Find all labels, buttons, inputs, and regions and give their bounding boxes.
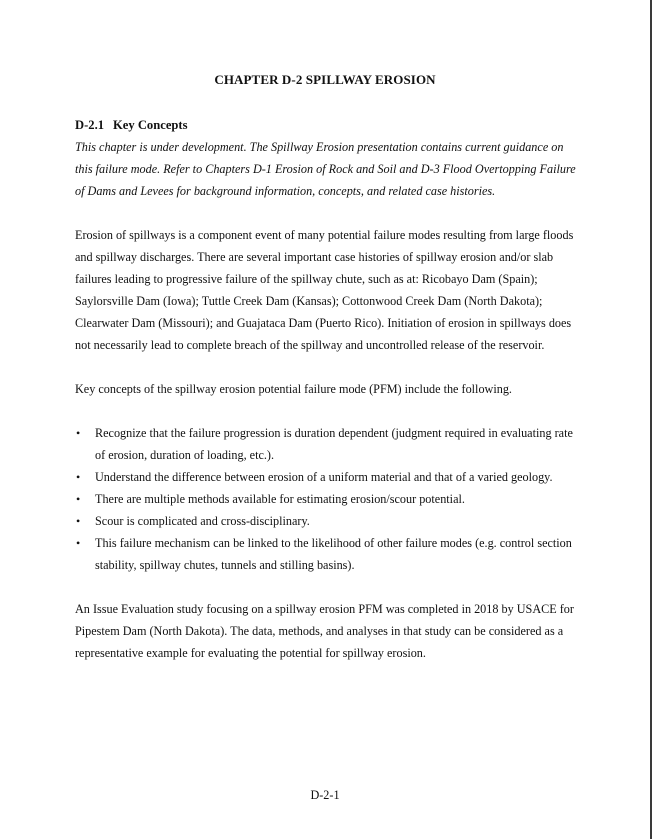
bullet-icon: •	[76, 514, 81, 528]
bullet-icon: •	[76, 426, 81, 440]
section-number: D-2.1	[75, 118, 105, 132]
list-item	[75, 532, 580, 576]
bullet-icon: •	[76, 536, 81, 550]
page-content	[75, 114, 580, 664]
spacer	[75, 202, 580, 224]
list-item-text: Scour is complicated and cross-disciplinary.	[95, 514, 310, 528]
list-item	[75, 422, 580, 466]
list-item-text: There are multiple methods available for estimating erosion/scour potential.	[95, 492, 465, 506]
list-item	[75, 466, 580, 488]
spacer	[75, 400, 580, 422]
list-item-text: This failure mechanism can be linked to the likelihood of other failure modes (e.g. control section stability, spillway chutes, tunnels and stilling basins).	[95, 536, 572, 572]
bullet-icon: •	[76, 470, 81, 484]
list-item-text: Recognize that the failure progression is duration dependent (judgment required in evaluating rate of erosion, duration of loading, etc.).	[95, 426, 573, 462]
list-item-text: Understand the difference between erosion of a uniform material and that of a varied geology.	[95, 470, 553, 484]
key-concepts-list	[75, 422, 580, 576]
key-concepts-lead: Key concepts of the spillway erosion potential failure mode (PFM) include the following.	[75, 382, 512, 396]
spacer	[75, 576, 580, 598]
list-item	[75, 510, 580, 532]
section-title: Key Concepts	[113, 118, 188, 132]
closing-paragraph: An Issue Evaluation study focusing on a spillway erosion PFM was completed in 2018 by USACE for Pipestem Dam (North Dakota). The data, methods, and analyses in that study can be considered as a representative example for evaluating the potential for spillway erosion.	[75, 602, 574, 660]
chapter-title: CHAPTER D-2 SPILLWAY EROSION	[214, 72, 436, 87]
section-heading	[75, 114, 580, 136]
development-note: This chapter is under development. The Spillway Erosion presentation contains current guidance on this failure mode. Refer to Chapters D-1 Erosion of Rock and Soil and D-3 Flood Overtopping Failure of Dams and Levees for background information, concepts, and related case histories.	[75, 140, 576, 198]
page-number: D-2-1	[310, 788, 340, 802]
intro-paragraph: Erosion of spillways is a component event of many potential failure modes resulting from large floods and spillway discharges. There are several important case histories of spillway erosion and/or slab failures leading to progressive failure of the spillway chute, such as at: Ricobayo Dam (Spain); Saylorsville Dam (Iowa); Tuttle Creek Dam (Kansas); Cottonwood Creek Dam (North Dakota); Clearwater Dam (Missouri); and Guajataca Dam (Puerto Rico). Initiation of erosion in spillways does not necessarily lead to complete breach of the spillway and uncontrolled release of the reservoir.	[75, 228, 574, 352]
list-item	[75, 488, 580, 510]
bullet-icon: •	[76, 492, 81, 506]
spacer	[75, 356, 580, 378]
